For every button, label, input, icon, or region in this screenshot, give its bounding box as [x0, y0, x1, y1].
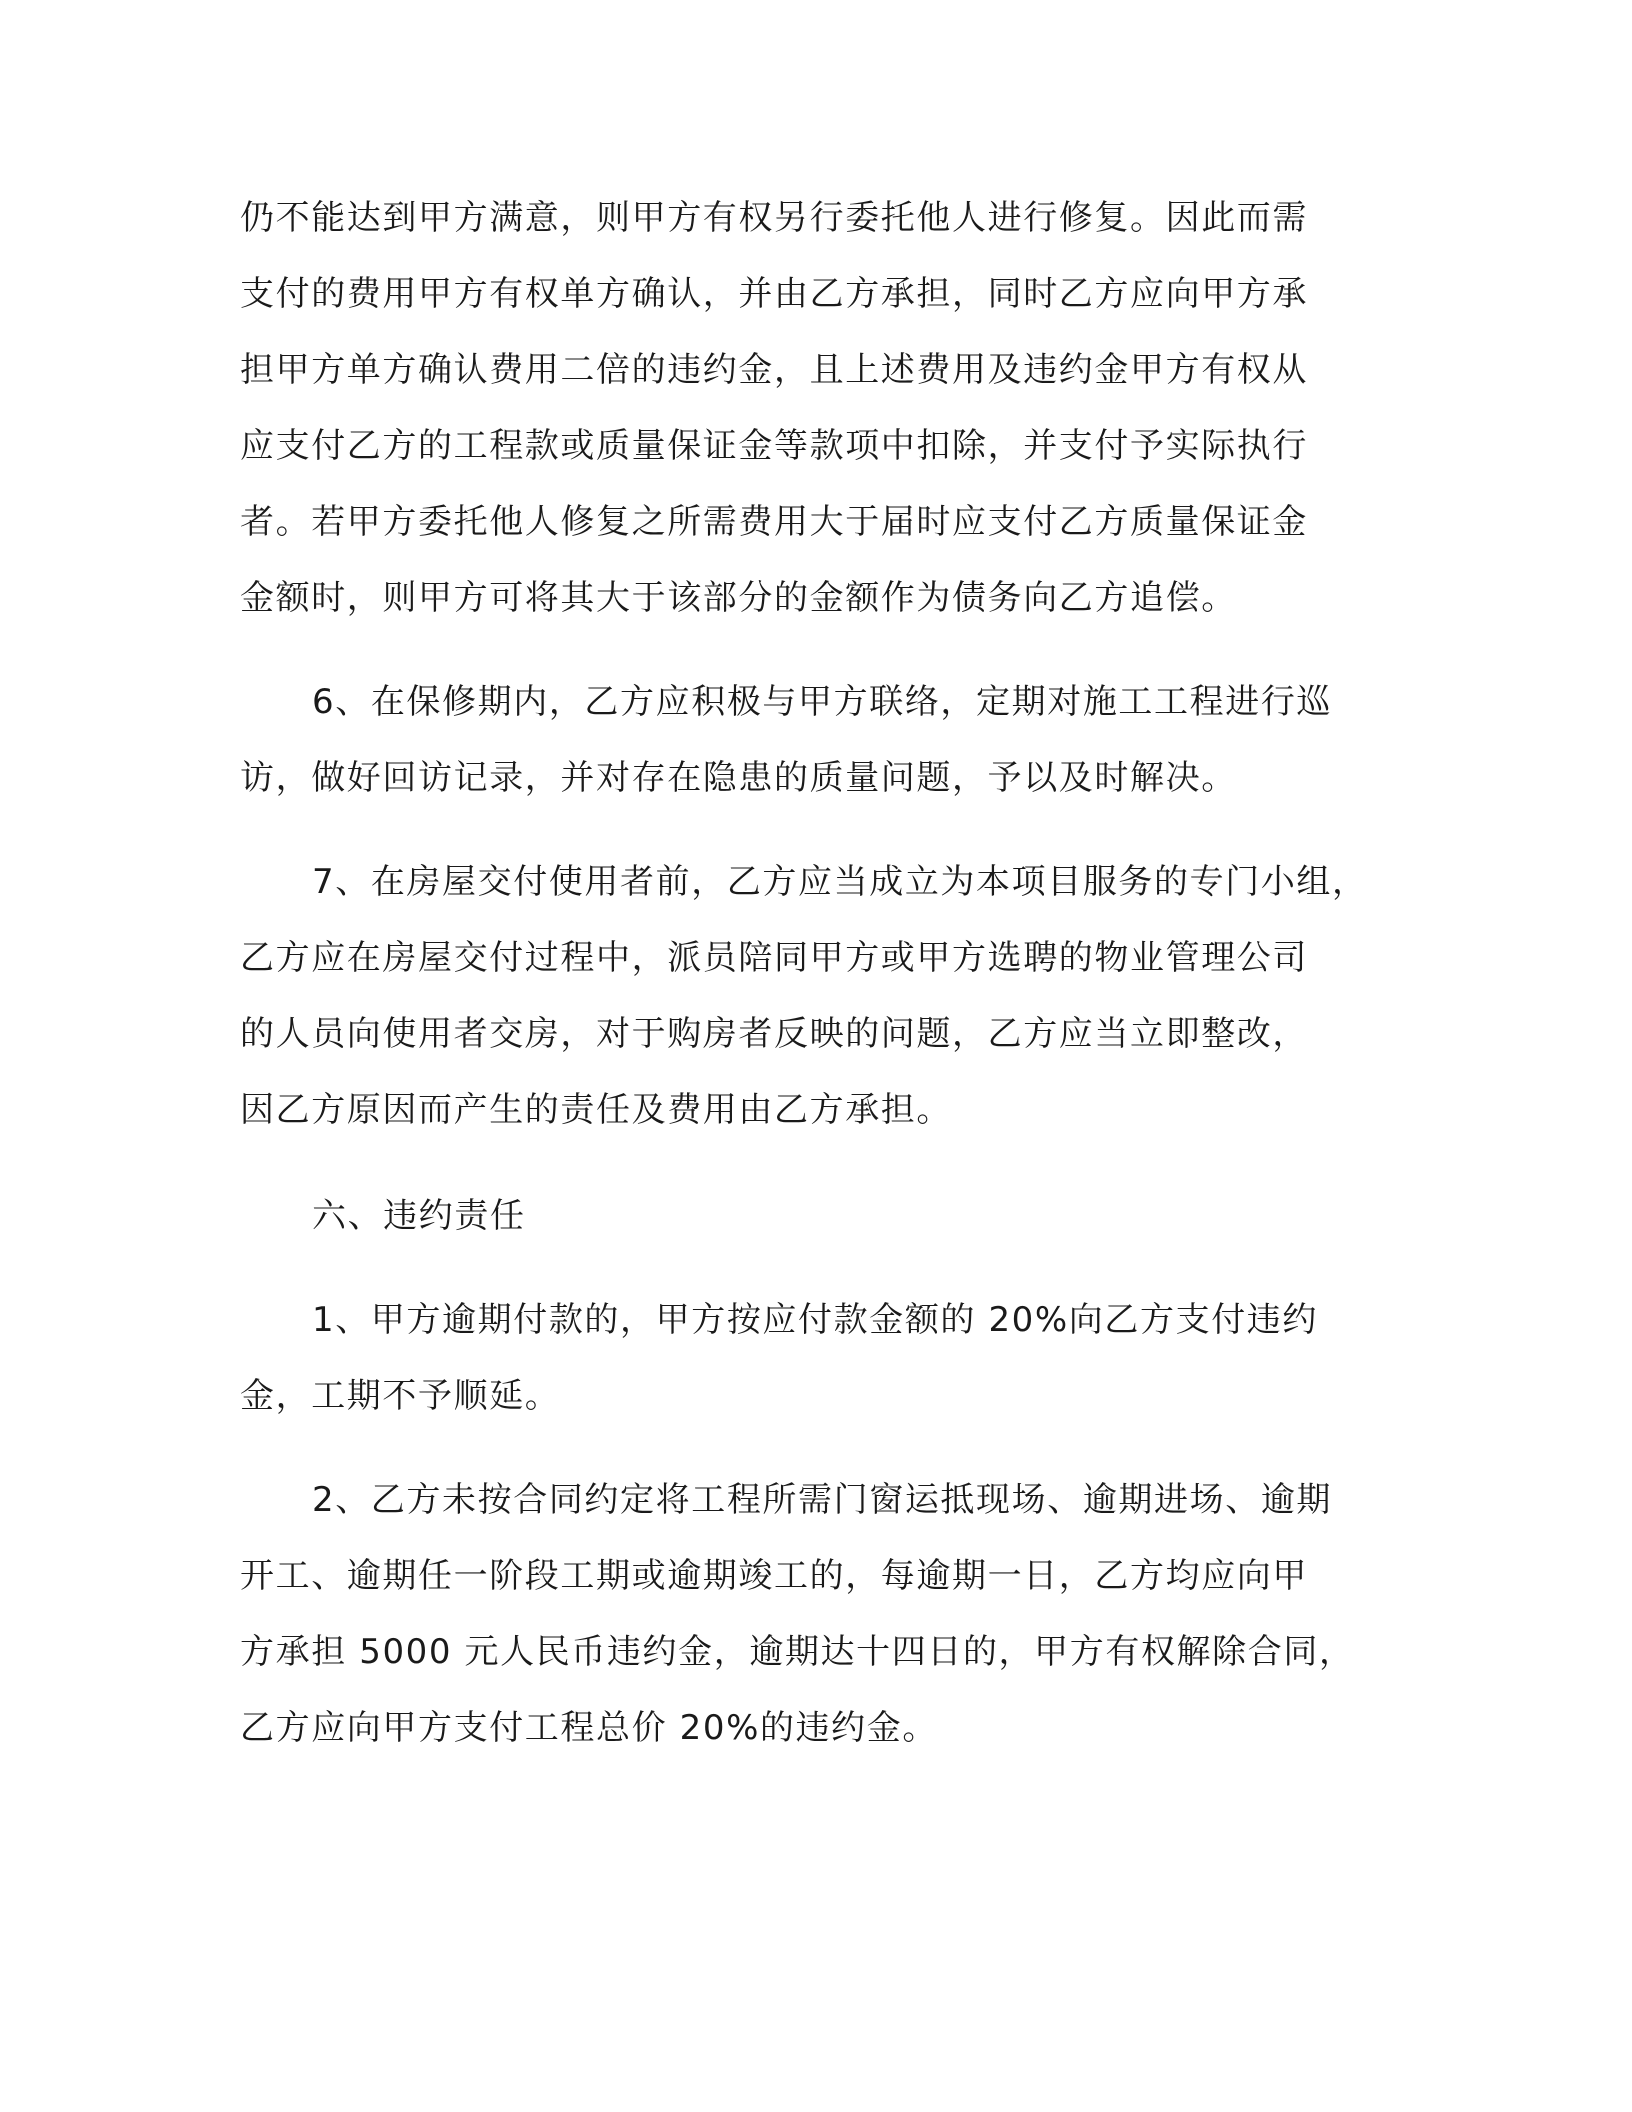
text-line: 担甲方单方确认费用二倍的违约金，且上述费用及违约金甲方有权从 [240, 350, 1308, 390]
text-line: 开工、逾期任一阶段工期或逾期竣工的，每逾期一日，乙方均应向甲 [240, 1556, 1308, 1596]
text-line: 金，工期不予顺延。 [240, 1376, 561, 1416]
clause-1-line: 1、甲方逾期付款的，甲方按应付款金额的 20%向乙方支付违约 [312, 1300, 1319, 1340]
paragraph-7-line: 7、在房屋交付使用者前，乙方应当成立为本项目服务的专门小组， [312, 862, 1368, 902]
text-line: 乙方应在房屋交付过程中，派员陪同甲方或甲方选聘的物业管理公司 [240, 938, 1308, 978]
text-line: 应支付乙方的工程款或质量保证金等款项中扣除，并支付予实际执行 [240, 426, 1308, 466]
text-line: 者。若甲方委托他人修复之所需费用大于届时应支付乙方质量保证金 [240, 502, 1308, 542]
text-line: 的人员向使用者交房，对于购房者反映的问题，乙方应当立即整改， [240, 1014, 1308, 1054]
clause-2-line: 2、乙方未按合同约定将工程所需门窗运抵现场、逾期进场、逾期 [312, 1480, 1333, 1520]
text-line: 支付的费用甲方有权单方确认，并由乙方承担，同时乙方应向甲方承 [240, 274, 1308, 314]
text-line: 金额时，则甲方可将其大于该部分的金额作为债务向乙方追偿。 [240, 578, 1237, 618]
text-line: 访，做好回访记录，并对存在隐患的质量问题，予以及时解决。 [240, 758, 1237, 798]
text-line: 因乙方原因而产生的责任及费用由乙方承担。 [240, 1090, 952, 1130]
text-line: 仍不能达到甲方满意，则甲方有权另行委托他人进行修复。因此而需 [240, 198, 1308, 238]
section-heading: 六、违约责任 [312, 1196, 526, 1236]
paragraph-6-line: 6、在保修期内，乙方应积极与甲方联络，定期对施工工程进行巡 [312, 682, 1333, 722]
text-line: 方承担 5000 元人民币违约金，逾期达十四日的，甲方有权解除合同， [240, 1632, 1355, 1672]
text-line: 乙方应向甲方支付工程总价 20%的违约金。 [240, 1708, 938, 1748]
